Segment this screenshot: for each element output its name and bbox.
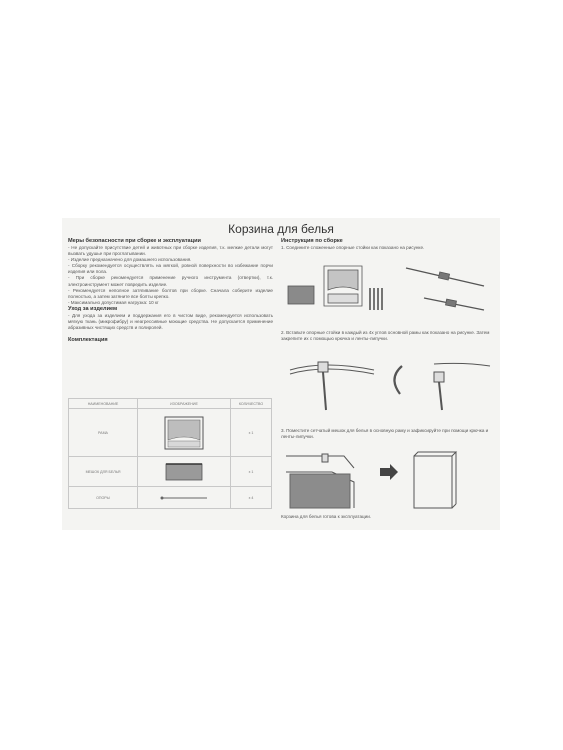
kit-row-qty: x 1	[231, 457, 272, 487]
instructions-heading: Инструкция по сборке	[281, 238, 343, 244]
kit-heading: Комплектация	[68, 337, 108, 344]
safety-heading: Меры безопасности при сборке и эксплуатации	[68, 238, 201, 244]
kit-header-name: НАИМЕНОВАНИЕ	[69, 399, 138, 409]
right-column	[281, 238, 494, 251]
kit-row-name: РАМА	[69, 409, 138, 457]
kit-row-name: МЕШОК ДЛЯ БЕЛЬЯ	[69, 457, 138, 487]
safety-text: - Не допускайте присутствие детей и животных при сборке изделия, т.к. мелкие детали могут вызвать удушье при проглатывании. - Изделие предназначено для домашнего использования. - Сборку рекомендуется осуществлять на мягкой, ровной поверхности во избежание порчи изделия или пола. - При сборке рекомендуется применение ручного инструмента (отвертки), т.к. электроинструмент может повредить изделие. - Рекомендуется неполное затягивание болтов при сборке. Сначала соберите изделие полностью, а затем затяните все болты крепко. - Максимально допустимая нагрузка: 10 кг	[68, 245, 273, 305]
final-text: Корзина для белья готова к эксплуатации.	[281, 514, 372, 519]
step-2-figure	[284, 354, 494, 414]
step-2-text: 2. Вставьте опорные стойки в каждый из 4х углов основной рамы как показано на рисунке. Затем закрепите их с помощью крючка и ленты-липучки.	[281, 330, 490, 341]
kit-row-name: ОПОРЫ	[69, 487, 138, 509]
page-title: Корзина для белья	[228, 222, 334, 236]
step-3-text: 3. Поместите сетчатый мешок для белья в основную раму и зафиксируйте при помощи крючка и ленты-липучки.	[281, 428, 489, 439]
table-row	[69, 409, 272, 457]
left-column	[68, 238, 273, 344]
kit-header-row	[69, 399, 272, 409]
kit-header-qty: КОЛИЧЕСТВО	[231, 399, 272, 409]
care-heading: Уход за изделием	[68, 305, 118, 312]
step-3-figure	[284, 448, 494, 510]
support-leg-image	[138, 487, 231, 509]
kit-table	[68, 398, 272, 509]
table-row	[69, 457, 272, 487]
kit-header-image: ИЗОБРАЖЕНИЕ	[138, 399, 231, 409]
kit-row-qty: x 4	[231, 487, 272, 509]
kit-row-qty: x 1	[231, 409, 272, 457]
instruction-sheet	[62, 218, 500, 530]
care-text: - Для ухода за изделием и поддержания его в чистом виде, рекомендуется использовать мягкую ткань (микрофибру) и неагрессивные моющие средства. Не допускается применение абразивных чистящих средств и полиролей.	[68, 312, 273, 331]
table-row	[69, 487, 272, 509]
frame-image	[138, 409, 231, 457]
laundry-bag-image	[138, 457, 231, 487]
step-1-text: 1. Соедините сложенные опорные стойки как показано на рисунке.	[281, 245, 425, 250]
step-1-figure	[284, 258, 494, 318]
